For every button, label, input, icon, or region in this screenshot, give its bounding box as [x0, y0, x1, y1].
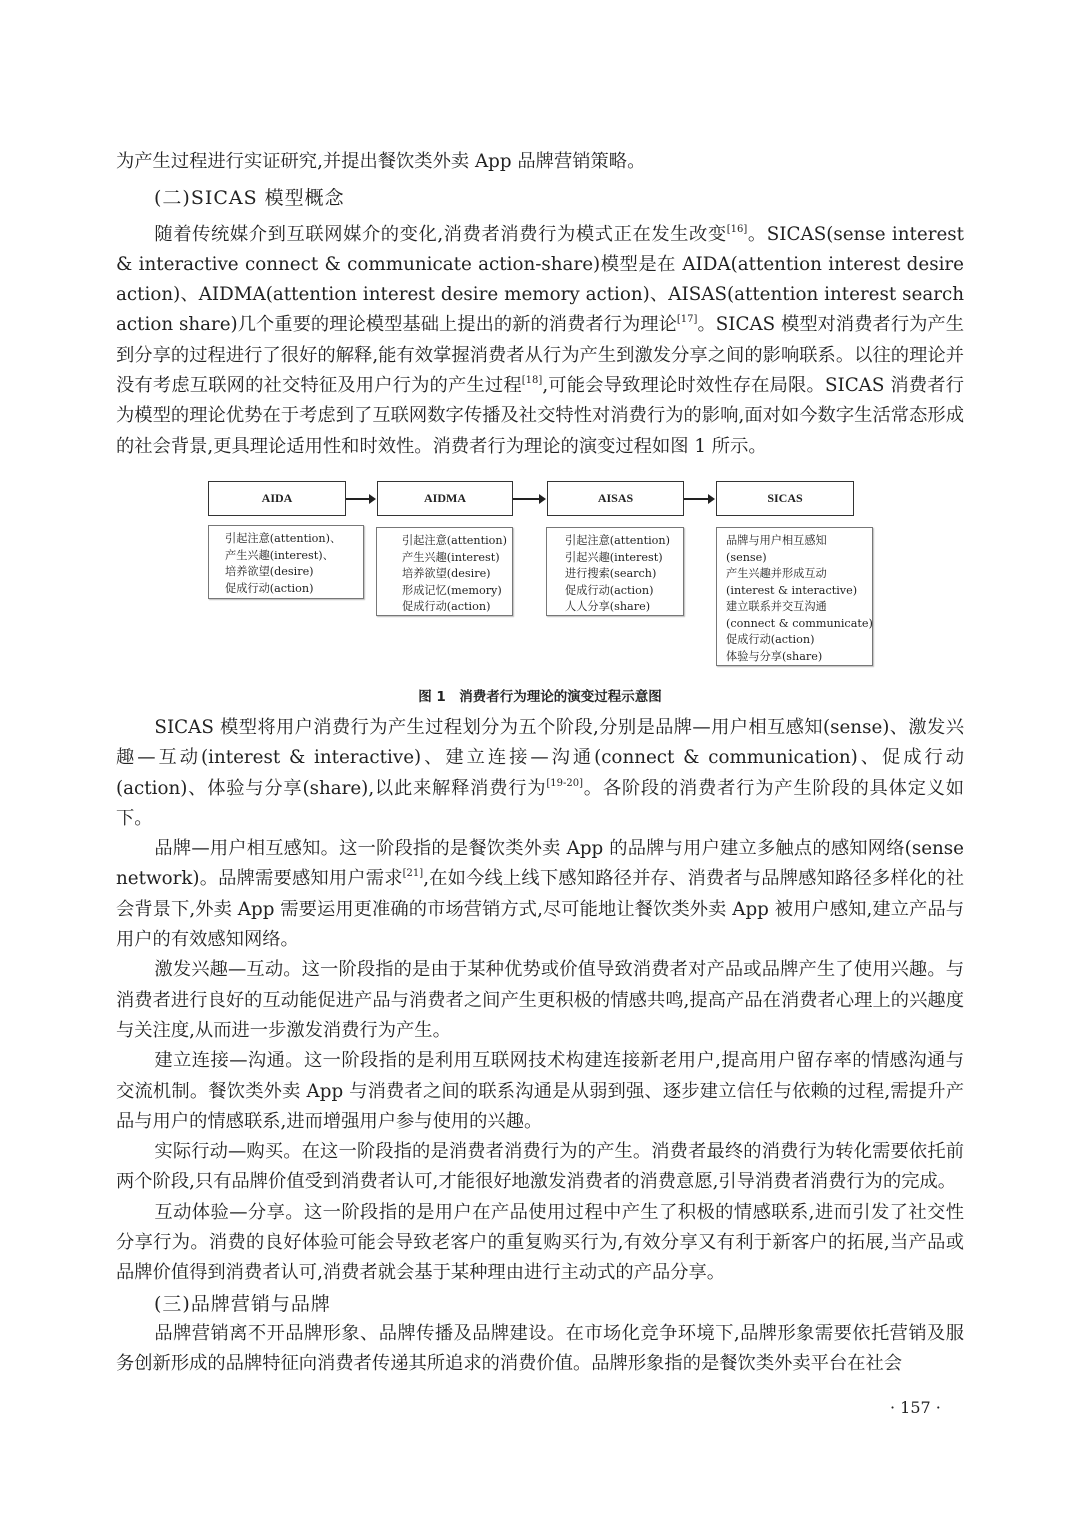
- stage-item: 培养欲望(desire): [402, 567, 491, 580]
- detail-box-aidma: [376, 527, 513, 616]
- stage-item: 引起注意(attention): [402, 534, 507, 547]
- stage-item: 促成行动(action): [726, 633, 815, 646]
- arrow-icon: [513, 498, 544, 500]
- page-number: · 157 ·: [890, 1398, 941, 1417]
- arrow-icon: [346, 498, 374, 500]
- paragraph-share: 互动体验—分享。这一阶段指的是用户在产品使用过程中产生了积极的情感联系,进而引发了社交性分享行为。消费的良好体验可能会导致老客户的重复购买行为,有效分享又有利于新客户的拓展,当产品或品牌价值得到消费者认可,消费者就会基于某种理由进行主动式的产品分享。: [116, 1201, 964, 1284]
- paragraph-connect: 建立连接—沟通。这一阶段指的是利用互联网技术构建连接新老用户,提高用户留存率的情感沟通与交流机制。餐饮类外卖 App 与消费者之间的联系沟通是从弱到强、逐步建立信任与依赖的过程,需提升产品与用户的情感联系,进而增强用户参与使用的兴趣。: [116, 1050, 964, 1132]
- detail-box-aisas: [546, 527, 684, 616]
- paragraph-brand-marketing: 品牌营销离不开品牌形象、品牌传播及品牌建设。在市场化竞争环境下,品牌形象需要依托营销及服务创新形成的品牌特征向消费者传递其所追求的消费价值。品牌形象指的是餐饮类外卖平台在社会: [116, 1322, 964, 1375]
- paragraph-stages: SICAS 模型将用户消费行为产生过程划分为五个阶段,分别是品牌—用户相互感知(sense)、激发兴趣—互动(interest & interactive)、建立连接—沟通(connect & communication)、促成行动(action)、体验与分享(share),以此来解释消费行为[19-20]。各阶段的消费者行为产生阶段的具体定义如下。: [116, 717, 964, 829]
- arrow-icon: [684, 498, 713, 500]
- section-heading-brand: (三)品牌营销与品牌: [154, 1292, 331, 1315]
- stage-item: 产生兴趣(interest): [402, 550, 500, 564]
- stage-item: (sense): [726, 550, 767, 564]
- stage-item: (connect & communicate): [726, 616, 873, 630]
- figure-caption: 图 1 消费者行为理论的演变过程示意图: [418, 689, 662, 705]
- paragraph-sense: 品牌—用户相互感知。这一阶段指的是餐饮类外卖 App 的品牌与用户建立多触点的感知网络(sense network)。品牌需要感知用户需求[21],在如今线上线下感知路径并存、消费者与品牌感知路径多样化的社会背景下,外卖 App 需要运用更准确的市场营销方式,尽可能地让餐饮类外卖 App 被用户感知,建立产品与用户的有效感知网络。: [116, 838, 965, 951]
- section-heading-sicas: (二)SICAS 模型概念: [154, 187, 345, 210]
- stage-item: 品牌与用户相互感知: [726, 534, 827, 547]
- model-box-aisas: AISAS: [547, 481, 684, 516]
- stage-item: 形成记忆(memory): [402, 583, 502, 597]
- paragraph-interest: 激发兴趣—互动。这一阶段指的是由于某种优势或价值导致消费者对产品或品牌产生了使用兴趣。与消费者进行良好的互动能促进产品与消费者之间产生更积极的情感共鸣,提高产品在消费者心理上的兴趣度与关注度,从而进一步激发消费行为产生。: [116, 959, 964, 1041]
- stage-item: 产生兴趣(interest)、: [225, 548, 334, 562]
- stage-item: 引起兴趣(interest): [565, 550, 663, 564]
- stage-item: 产生兴趣并形成互动: [726, 567, 827, 580]
- body-text-bottom: [116, 713, 964, 1380]
- detail-box-aida: [208, 525, 364, 599]
- detail-box-sicas: [716, 527, 873, 666]
- stage-item: 引起注意(attention): [565, 534, 670, 547]
- stage-item: 培养欲望(desire): [225, 565, 314, 578]
- stage-item: 人人分享(share): [565, 600, 651, 613]
- stage-item: 促成行动(action): [402, 600, 491, 613]
- model-box-sicas: SICAS: [716, 481, 854, 516]
- model-box-aida: AIDA: [208, 481, 346, 516]
- stage-item: 促成行动(action): [565, 583, 654, 597]
- body-text-top: [116, 147, 964, 462]
- stage-item: (interest & interactive): [726, 583, 858, 597]
- stage-item: 引起注意(attention)、: [225, 532, 342, 545]
- paragraph-action: 实际行动—购买。在这一阶段指的是消费者消费行为的产生。消费者最终的消费行为转化需要依托前两个阶段,只有品牌价值受到消费者认可,才能很好地激发消费者的消费意愿,引导消费者消费行为的完成。: [116, 1141, 964, 1193]
- stage-item: 进行搜索(search): [565, 567, 657, 580]
- model-box-aidma: AIDMA: [377, 481, 513, 516]
- stage-item: 体验与分享(share): [726, 649, 823, 663]
- paragraph-continued: 为产生过程进行实证研究,并提出餐饮类外卖 App 品牌营销策略。: [116, 151, 646, 172]
- stage-item: 促成行动(action): [225, 581, 314, 595]
- stage-item: 建立联系并交互沟通: [726, 600, 827, 613]
- paragraph-sicas-intro: 随着传统媒介到互联网媒介的变化,消费者消费行为模式正在发生改变[16]。SICAS(sense interest & interactive connect & communicate action-share)模型是在 AIDA(attention interest desire action)、AIDMA(attention interest desire memory action)、AISAS(attention interest search action share)几个重要的理论模型基础上提出的新的消费者行为理论[17]。SICAS 模型对消费者行为产生到分享的过程进行了很好的解释,能有效掌握消费者从行为产生到激发分享之间的影响联系。以往的理论并没有考虑互联网的社交特征及用户行为的产生过程[18],可能会导致理论时效性存在局限。SICAS 消费者行为模型的理论优势在于考虑到了互联网数字传播及社交特性对消费行为的影响,面对如今数字生活常态形成的社会背景,更具理论适用性和时效性。消费者行为理论的演变过程如图 1 所示。: [116, 223, 964, 457]
- figure-1-diagram: [0, 478, 1080, 718]
